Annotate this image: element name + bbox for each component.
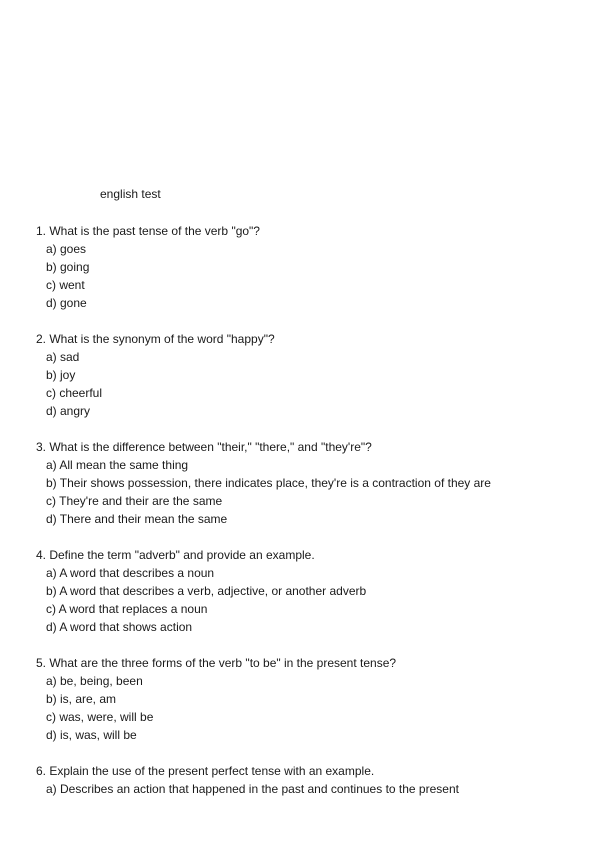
question-1 <box>36 222 576 312</box>
option-d: d) There and their mean the same <box>46 512 228 526</box>
option-a: a) A word that describes a noun <box>46 566 215 580</box>
question-2 <box>36 330 576 420</box>
question-6 <box>36 762 576 798</box>
option-c: c) was, were, will be <box>46 710 154 724</box>
option-a: a) All mean the same thing <box>46 458 189 472</box>
option-a: a) Describes an action that happened in the past and continues to the present <box>46 782 459 796</box>
question-5 <box>36 654 576 744</box>
option-d: d) is, was, will be <box>46 728 137 742</box>
option-a: a) be, being, been <box>46 674 143 688</box>
question-text: 4. Define the term "adverb" and provide an example. <box>36 548 315 562</box>
question-text: 3. What is the difference between "their," "there," and "they're"? <box>36 440 372 454</box>
option-b: b) is, are, am <box>46 692 117 706</box>
question-text: 5. What are the three forms of the verb "to be" in the present tense? <box>36 656 397 670</box>
option-d: d) gone <box>46 296 87 310</box>
option-list <box>36 240 576 312</box>
option-c: c) went <box>46 278 85 292</box>
option-d: d) A word that shows action <box>46 620 193 634</box>
option-d: d) angry <box>46 404 91 418</box>
question-4 <box>36 546 576 636</box>
option-b: b) going <box>46 260 90 274</box>
question-text: 2. What is the synonym of the word "happy"? <box>36 332 275 346</box>
option-list <box>36 348 576 420</box>
document-title: english test <box>100 187 161 201</box>
question-3 <box>36 438 576 528</box>
option-c: c) A word that replaces a noun <box>46 602 208 616</box>
option-c: c) They're and their are the same <box>46 494 223 508</box>
question-text: 6. Explain the use of the present perfect tense with an example. <box>36 764 375 778</box>
option-list <box>36 456 576 528</box>
question-text: 1. What is the past tense of the verb "go"? <box>36 224 260 238</box>
option-list <box>36 672 576 744</box>
option-c: c) cheerful <box>46 386 103 400</box>
option-b: b) joy <box>46 368 76 382</box>
option-b: b) Their shows possession, there indicates place, they're is a contraction of they are <box>46 476 491 490</box>
option-list <box>36 564 576 636</box>
option-a: a) sad <box>46 350 80 364</box>
option-b: b) A word that describes a verb, adjective, or another adverb <box>46 584 367 598</box>
option-a: a) goes <box>46 242 87 256</box>
option-list <box>36 780 576 798</box>
